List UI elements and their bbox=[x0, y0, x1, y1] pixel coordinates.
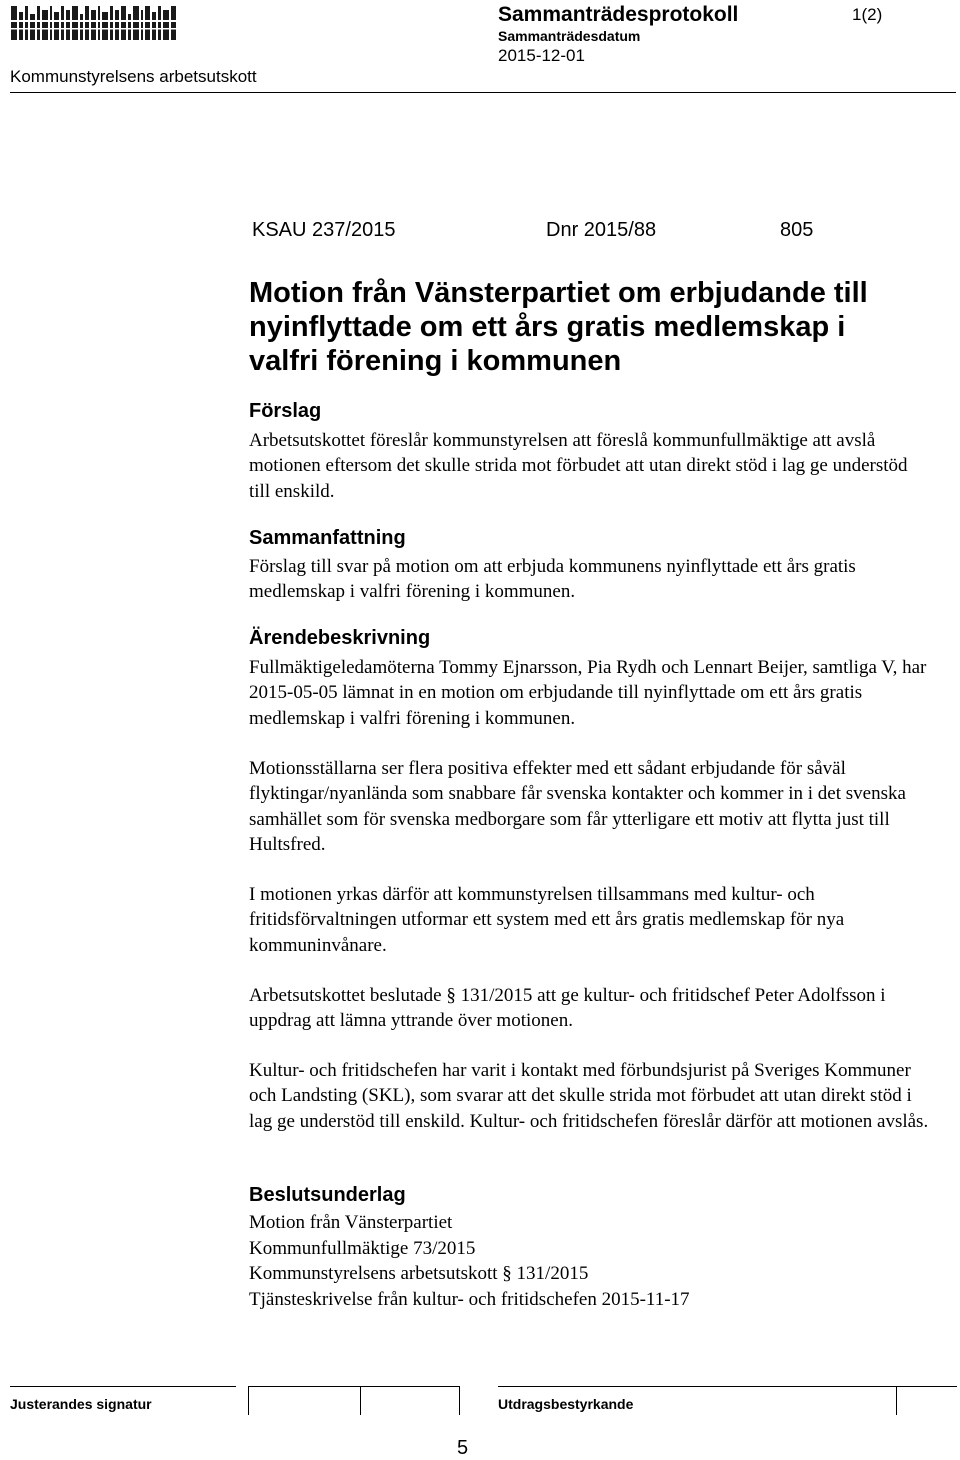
beslutsunderlag-list bbox=[249, 1210, 929, 1312]
signature-box bbox=[360, 1386, 460, 1415]
signature-box bbox=[248, 1386, 361, 1415]
arendebeskrivning-paragraph: Fullmäktigeledamöterna Tommy Ejnarsson, Pia Rydh och Lennart Beijer, samtliga V, har 2015-05-05 lämnat in en motion om erbjudande till nyinflyttade om ett års gratis medlemskap i valfri förening i kommunen. bbox=[249, 657, 927, 729]
list-item: Kommunfullmäktige 73/2015 bbox=[249, 1237, 476, 1259]
page-number: 5 bbox=[457, 1437, 469, 1459]
organization-name: Kommunstyrelsens arbetsutskott bbox=[10, 67, 257, 86]
meeting-date-label: Sammanträdesdatum bbox=[498, 28, 641, 44]
footer-divider bbox=[498, 1386, 956, 1387]
meeting-date: 2015-12-01 bbox=[498, 46, 585, 65]
forslag-text: Arbetsutskottet föreslår kommunstyrelsen att föreslå kommunfullmäktige att avslå motionen eftersom det skulle strida mot förbudet att utan direkt stöd i lag ge understöd till enskild. bbox=[249, 430, 908, 502]
signature-label: Justerandes signatur bbox=[10, 1396, 152, 1412]
page-title: Motion från Vänsterpartiet om erbjudande till nyinflyttade om ett års gratis medlemskap i valfri förening i kommunen bbox=[249, 277, 868, 377]
list-item: Tjänsteskrivelse från kultur- och fritidschefen 2015-11-17 bbox=[249, 1288, 690, 1310]
list-item: Motion från Vänsterpartiet bbox=[249, 1212, 453, 1233]
arendebeskrivning-paragraph: Kultur- och fritidschefen har varit i kontakt med förbundsjurist på Sveriges Kommuner och Landsting (SKL), som svarar att det skulle strida mot förbudet att utan direkt stöd i lag ge understöd till enskild. Kultur- och fritidschefen föreslår därför att motionen avslås. bbox=[249, 1060, 929, 1132]
certification-label: Utdragsbestyrkande bbox=[498, 1396, 634, 1412]
diary-number: Dnr 2015/88 bbox=[546, 219, 657, 241]
footer-divider bbox=[10, 1386, 236, 1387]
document-type-title: Sammanträdesprotokoll bbox=[498, 3, 739, 26]
case-reference: KSAU 237/2015 bbox=[252, 219, 396, 241]
header-divider bbox=[10, 92, 956, 93]
section-heading-arendebeskrivning: Ärendebeskrivning bbox=[249, 627, 431, 649]
section-heading-sammanfattning: Sammanfattning bbox=[249, 527, 406, 549]
section-heading-beslutsunderlag: Beslutsunderlag bbox=[249, 1184, 406, 1206]
arendebeskrivning-paragraph: Arbetsutskottet beslutade § 131/2015 att ge kultur- och fritidschef Peter Adolfsson i uppdrag att lämna yttrande över motionen. bbox=[249, 985, 886, 1032]
section-heading-forslag: Förslag bbox=[249, 400, 322, 422]
case-number: 805 bbox=[780, 219, 814, 241]
arendebeskrivning-paragraph: Motionsställarna ser flera positiva effekter med ett sådant erbjudande för såväl flyktingar/nyanlända som snabbare får svenska kontakter och kommer in i det svenska samhället som för svenska medborgare som får ytterligare ett motiv att flytta just till Hultsfred. bbox=[249, 758, 906, 855]
list-item: Kommunstyrelsens arbetsutskott § 131/2015 bbox=[249, 1263, 589, 1284]
page-count: 1(2) bbox=[852, 5, 883, 24]
certification-box bbox=[896, 1386, 957, 1415]
municipality-logo bbox=[10, 2, 178, 44]
sammanfattning-text: Förslag till svar på motion om att erbjuda kommunens nyinflyttade ett års gratis medlemskap i valfri förening i kommunen. bbox=[249, 556, 856, 603]
arendebeskrivning-paragraph: I motionen yrkas därför att kommunstyrelsen tillsammans med kultur- och fritidsförvaltningen utformar ett system med ett års gratis medlemskap för nya kommuninvånare. bbox=[249, 884, 845, 956]
